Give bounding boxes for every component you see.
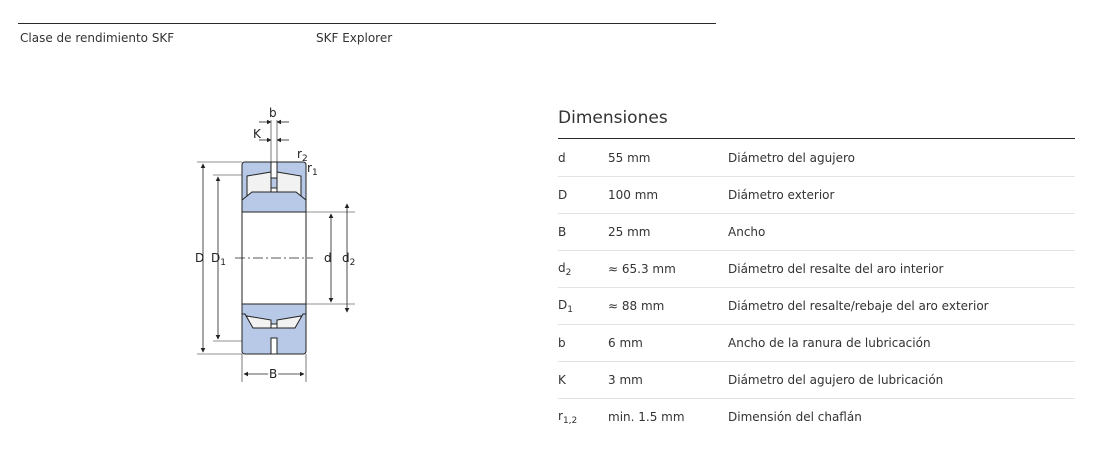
- label-r2: $r_2$: [297, 147, 308, 164]
- dimension-row: [558, 399, 1075, 436]
- label-d2: $d_2$: [342, 251, 356, 268]
- dimension-value: ≈ 88 mm: [608, 288, 728, 325]
- dimension-value: 100 mm: [608, 177, 728, 214]
- dimensions-title: Dimensiones: [558, 108, 668, 128]
- performance-class-label: Clase de rendimiento SKF: [20, 31, 175, 45]
- dimension-row: [558, 214, 1075, 251]
- dimension-value: 55 mm: [608, 140, 728, 177]
- dimensions-title-rule: [558, 138, 1075, 139]
- dimension-symbol: d: [558, 140, 608, 177]
- dimension-description: Ancho de la ranura de lubricación: [728, 325, 1075, 362]
- performance-class-value: SKF Explorer: [316, 31, 393, 45]
- dimension-row: [558, 140, 1075, 177]
- dimension-value: ≈ 65.3 mm: [608, 251, 728, 288]
- dimension-description: Diámetro del resalte del aro interior: [728, 251, 1075, 288]
- dimension-symbol: K: [558, 362, 608, 399]
- inner-ring-top: [242, 192, 306, 212]
- dimension-value: 6 mm: [608, 325, 728, 362]
- lubrication-hole-bottom: [271, 338, 277, 354]
- dimension-description: Diámetro del agujero de lubricación: [728, 362, 1075, 399]
- dimension-symbol: b: [558, 325, 608, 362]
- dimension-row: [558, 177, 1075, 214]
- dimension-description: Ancho: [728, 214, 1075, 251]
- dimension-description: Dimensión del chaflán: [728, 410, 862, 424]
- dimension-value: min. 1.5 mm: [608, 410, 685, 424]
- label-b: b: [269, 106, 277, 120]
- dimension-symbol: D: [558, 177, 608, 214]
- label-K: K: [253, 127, 261, 141]
- dimension-row: [558, 325, 1075, 362]
- header-rule: [18, 23, 716, 24]
- dimension-symbol: $r_{1,2}$: [558, 408, 578, 426]
- dimension-row: [558, 288, 1075, 325]
- dimension-description: Diámetro del resalte/rebaje del aro exterior: [728, 288, 1075, 325]
- label-D1: $D_1$: [211, 251, 226, 268]
- lubrication-hole-top: [271, 162, 277, 178]
- dimension-value: 25 mm: [608, 214, 728, 251]
- dimension-symbol: $D_1$: [558, 288, 608, 325]
- dimension-description: Diámetro exterior: [728, 177, 1075, 214]
- label-d: d: [324, 251, 332, 265]
- dimension-symbol: B: [558, 214, 608, 251]
- dimensions-table: [558, 140, 1075, 435]
- label-D: D: [195, 251, 205, 265]
- dimension-row: [558, 362, 1075, 399]
- bearing-cross-section-diagram: [185, 100, 370, 390]
- dimension-symbol: $d_2$: [558, 251, 608, 288]
- label-B: B: [269, 367, 278, 381]
- label-r1: $r_1$: [307, 161, 318, 178]
- dimension-row: [558, 251, 1075, 288]
- dimension-description: Diámetro del agujero: [728, 140, 1075, 177]
- dimension-value: 3 mm: [608, 362, 728, 399]
